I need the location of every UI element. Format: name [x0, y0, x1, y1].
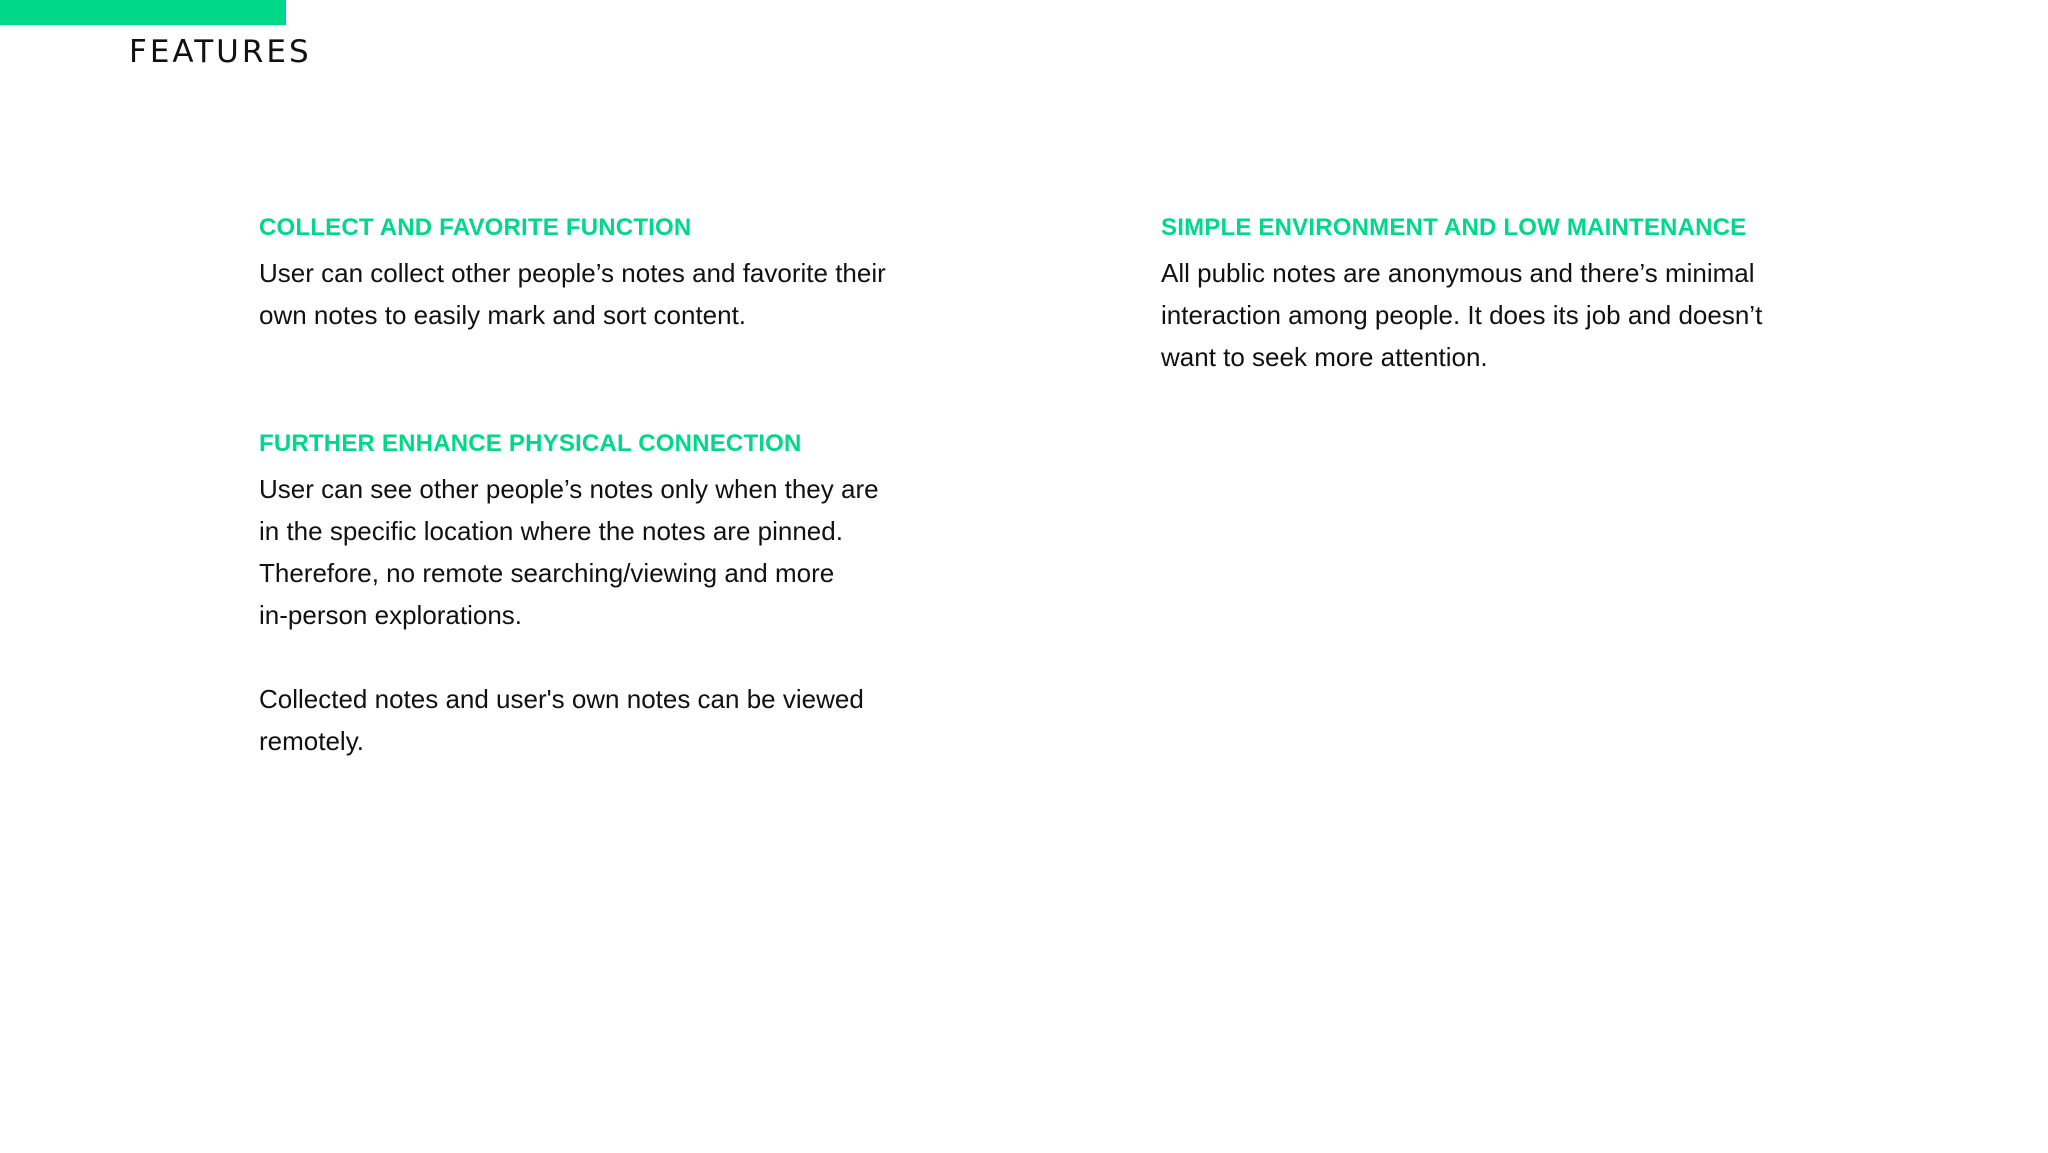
- text-line: in the specific location where the notes are pinned.: [259, 516, 843, 546]
- feature-heading: SIMPLE ENVIRONMENT AND LOW MAINTENANCE: [1161, 214, 1747, 241]
- feature-heading: COLLECT AND FAVORITE FUNCTION: [259, 214, 692, 241]
- feature-description: [259, 252, 959, 336]
- text-line: User can collect other people’s notes and favorite their: [259, 258, 886, 288]
- text-line: want to seek more attention.: [1161, 342, 1488, 372]
- page-title: FEATURES: [129, 34, 312, 70]
- accent-bar: [0, 0, 286, 25]
- text-line: interaction among people. It does its job and doesn’t: [1161, 300, 1763, 330]
- text-line: own notes to easily mark and sort content.: [259, 300, 747, 330]
- feature-description: [259, 468, 959, 636]
- text-line: remotely.: [259, 726, 364, 756]
- feature-description: [1161, 252, 1861, 378]
- feature-simple-environment: [1161, 212, 1861, 378]
- feature-heading: FURTHER ENHANCE PHYSICAL CONNECTION: [259, 430, 802, 457]
- text-line: All public notes are anonymous and there’s minimal: [1161, 258, 1755, 288]
- text-line: Therefore, no remote searching/viewing and more: [259, 558, 835, 588]
- feature-collect-favorite: [259, 212, 959, 336]
- feature-physical-connection: [259, 428, 959, 762]
- text-line: in-person explorations.: [259, 600, 523, 630]
- text-line: Collected notes and user's own notes can be viewed: [259, 684, 864, 714]
- text-line: User can see other people’s notes only when they are: [259, 474, 879, 504]
- feature-note: [259, 678, 959, 762]
